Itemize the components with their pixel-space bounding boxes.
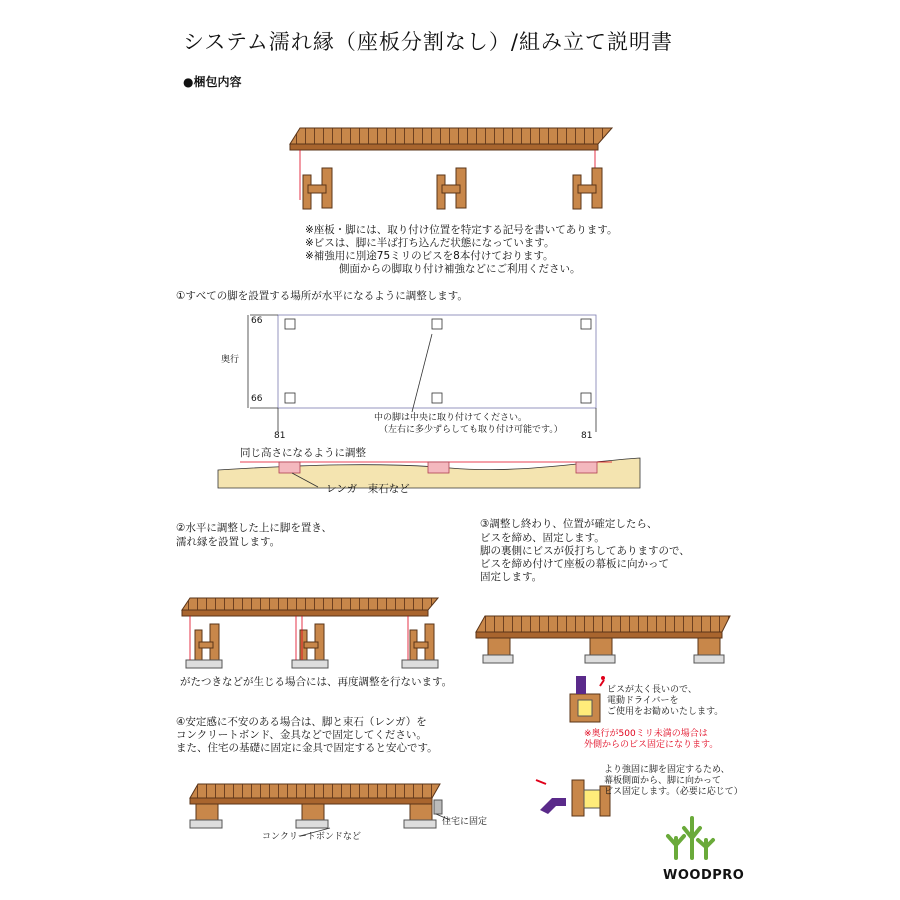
step2-line-2: 濡れ縁を設置します。 bbox=[176, 536, 281, 548]
step2-line-1: ②水平に調整した上に脚を置き、 bbox=[176, 522, 332, 534]
dim-top: 66 bbox=[251, 316, 263, 326]
side-screw-detail-illustration bbox=[536, 780, 610, 816]
page-title: システム濡れ縁（座板分割なし）/組み立て説明書 bbox=[183, 30, 673, 54]
dim-bottom: 66 bbox=[251, 394, 263, 404]
bond-label: コンクリートボンドなど bbox=[262, 832, 361, 842]
step4-deck-illustration bbox=[190, 784, 450, 836]
driver-detail-illustration bbox=[570, 676, 605, 722]
package-note-1: ※座板・脚には、取り付け位置を特定する記号を書いてあります。 bbox=[305, 224, 618, 236]
level-label: 同じ高さになるように調整 bbox=[240, 447, 366, 459]
side-note-2: 幕板側面から、脚に向かって bbox=[604, 776, 722, 786]
wobble-note: がたつきなどが生じる場合には、再度調整を行ないます。 bbox=[180, 676, 453, 688]
package-note-4: 側面からの脚取り付け補強などにご利用ください。 bbox=[339, 263, 581, 275]
package-legs-illustration bbox=[303, 168, 602, 209]
house-label: 住宅に固定 bbox=[442, 817, 488, 827]
woodpro-logo-icon bbox=[668, 818, 713, 858]
logo-text: WOODPRO bbox=[663, 868, 745, 883]
step3-line-1: ③調整し終わり、位置が確定したら、 bbox=[480, 518, 658, 530]
driver-note-3: ご使用をお勧めいたします。 bbox=[607, 707, 724, 717]
driver-note-1: ビスが太く長いので、 bbox=[607, 685, 697, 695]
center-note-2: （左右に多少ずらしても取り付け可能です。） bbox=[379, 425, 563, 435]
step3-line-3: 脚の裏側にビスが仮打ちしてありますので、 bbox=[480, 545, 690, 557]
package-note-2: ※ビスは、脚に半ば打ち込んだ状態になっています。 bbox=[305, 237, 555, 249]
center-note-1: 中の脚は中央に取り付けてください。 bbox=[374, 413, 528, 423]
driver-note-2: 電動ドライバーを bbox=[607, 696, 679, 706]
brick-label: レンガ 束石など bbox=[326, 483, 410, 495]
package-heading: ●梱包内容 bbox=[183, 75, 242, 89]
package-note-3: ※補強用に別途75ミリのビスを8本付けております。 bbox=[305, 250, 554, 262]
step4-line-3: また、住宅の基礎に固定に金具で固定すると安心です。 bbox=[176, 742, 438, 754]
depth-note-2: 外側からのビス固定になります。 bbox=[584, 740, 719, 750]
step2-deck-illustration bbox=[182, 598, 438, 668]
dim-left: 81 bbox=[274, 431, 286, 441]
depth-label: 奥行 bbox=[221, 355, 240, 365]
ground-illustration bbox=[218, 458, 640, 488]
step3-deck-illustration bbox=[476, 616, 730, 663]
side-note-3: ビス固定します。（必要に応じて） bbox=[604, 787, 743, 797]
step4-line-2: コンクリートボンド、金具などで固定してください。 bbox=[176, 729, 427, 741]
side-note-1: より強固に脚を固定するため、 bbox=[604, 765, 730, 775]
dim-right: 81 bbox=[581, 431, 593, 441]
step4-line-1: ④安定感に不安のある場合は、脚と束石（レンガ）を bbox=[176, 716, 427, 728]
depth-note-1: ※奥行が500ミリ未満の場合は bbox=[584, 729, 708, 739]
step3-line-4: ビスを締め付けて座板の幕板に向かって bbox=[480, 558, 669, 570]
step1-text: ①すべての脚を設置する場所が水平になるように調整します。 bbox=[176, 290, 468, 302]
step3-line-2: ビスを締め、固定します。 bbox=[480, 532, 605, 544]
step3-line-5: 固定します。 bbox=[480, 571, 543, 583]
